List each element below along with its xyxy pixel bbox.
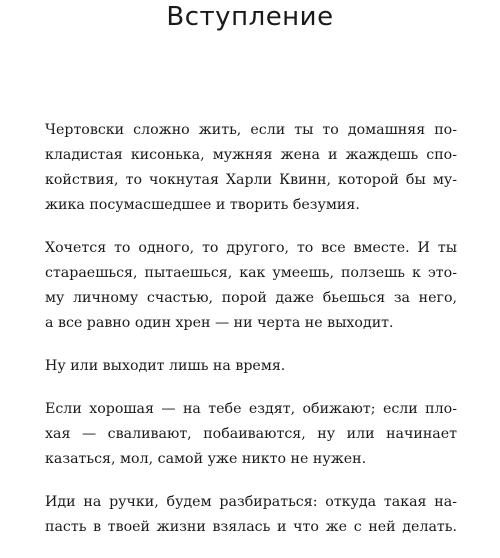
chapter-title: Вступление <box>166 2 334 32</box>
text-line: хая — сваливают, побаиваются, ну или начинает <box>45 426 457 442</box>
body-text <box>45 118 457 558</box>
text-line: казаться, мол, самой уже никто не нужен. <box>45 451 367 467</box>
text-line: Чертовски сложно жить, если ты то домашняя по- <box>45 122 457 138</box>
text-line: Хочется то одного, то другого, то все вместе. И ты <box>45 240 457 256</box>
text-line: стараешься, пытаешься, как умеешь, ползешь к это- <box>45 265 457 281</box>
paragraph-1 <box>45 118 457 218</box>
paragraph-3 <box>45 354 457 379</box>
text-line: Если хорошая — на тебе ездят, обижают; если пло- <box>45 401 457 417</box>
paragraph-4 <box>45 397 457 472</box>
paragraph-5 <box>45 490 457 540</box>
text-line: а все равно один хрен — ни черта не выходит. <box>45 315 394 331</box>
text-line: кладистая кисонька, мужняя жена и жаждешь спо- <box>45 147 457 163</box>
text-line: койствия, то чокнутая Харли Квинн, которой бы му- <box>45 172 457 188</box>
text-line: Иди на ручки, будем разбираться: откуда такая на- <box>45 494 457 510</box>
text-line: жика посумасшедшее и творить безумия. <box>45 197 360 213</box>
text-line: му личному счастью, порой даже бьешься за него, <box>45 290 457 306</box>
paragraph-2 <box>45 236 457 336</box>
text-line: Ну или выходит лишь на время. <box>45 358 286 374</box>
text-line: пасть в твоей жизни взялась и что же с ней делать. <box>45 519 457 535</box>
